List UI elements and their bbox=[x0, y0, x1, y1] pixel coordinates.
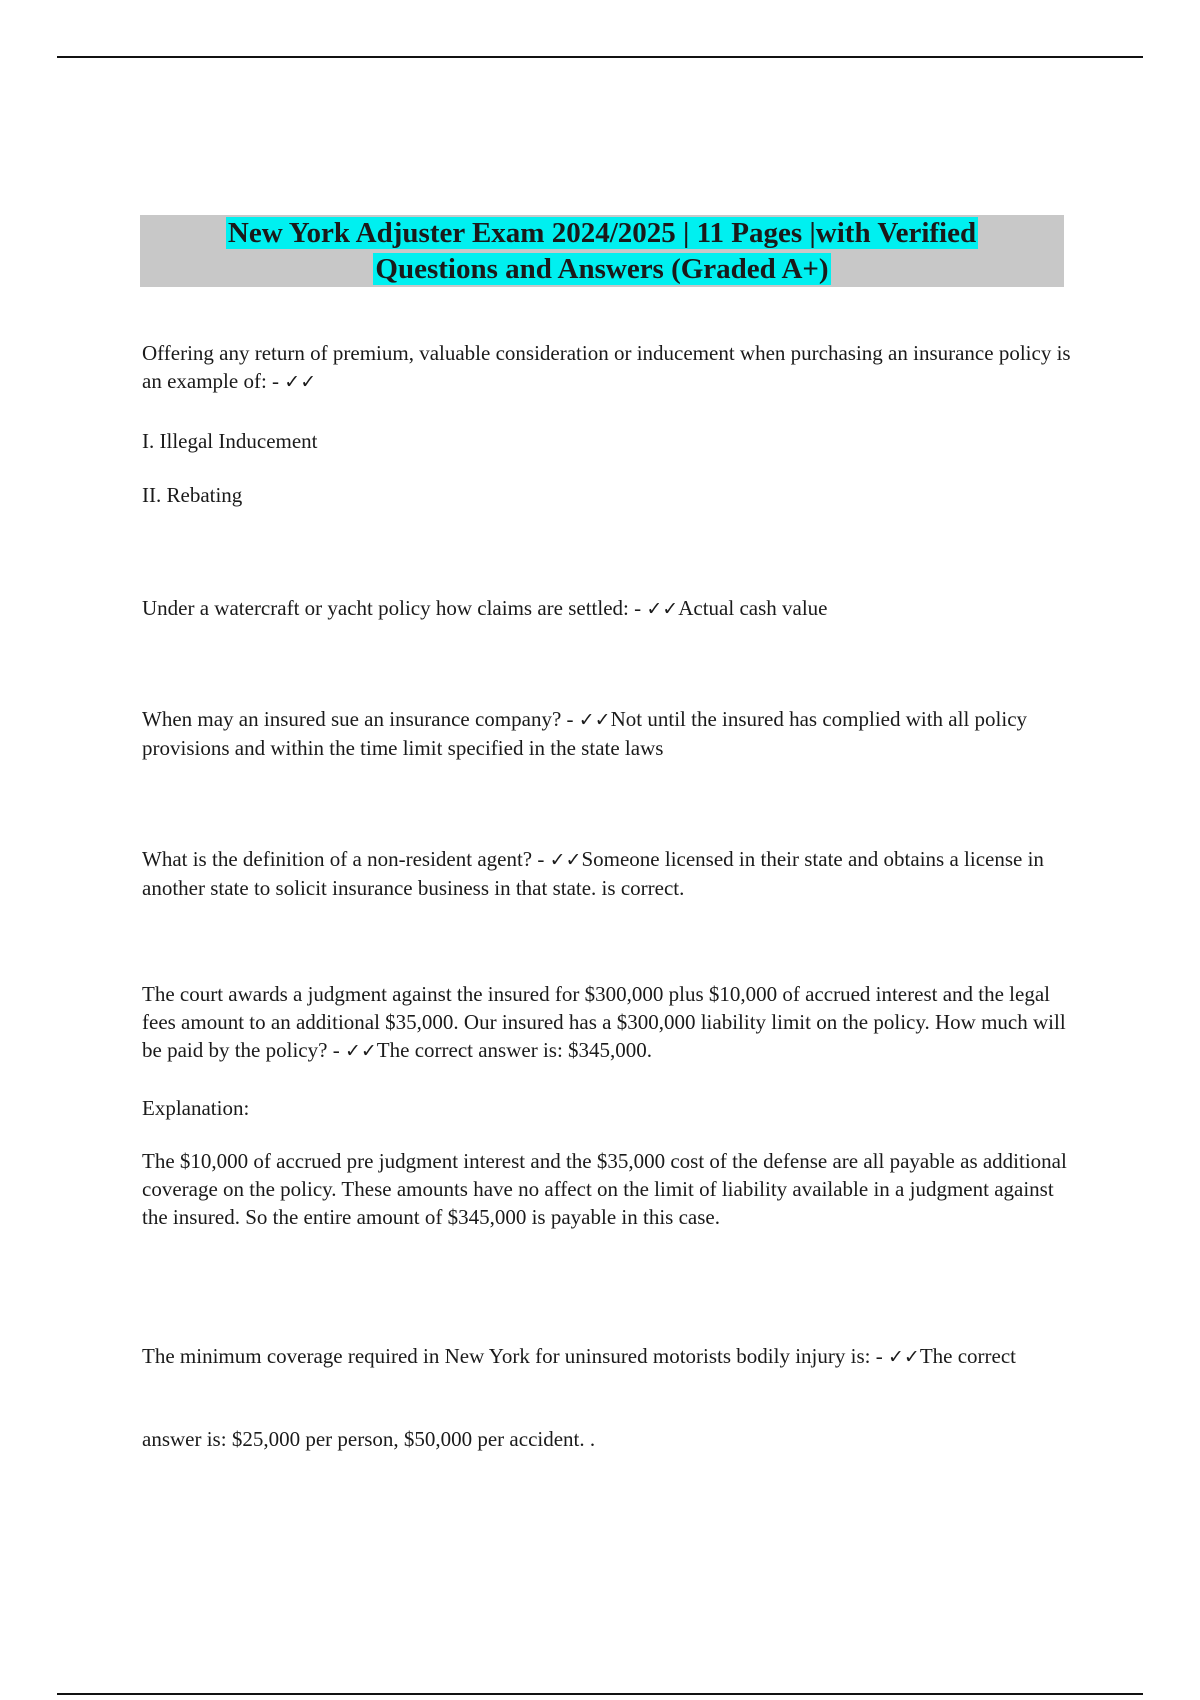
check-icon: ✓✓ bbox=[284, 371, 317, 393]
question-text: When may an insured sue an insurance company? bbox=[142, 707, 562, 731]
explanation-label: Explanation: bbox=[142, 1096, 250, 1120]
question-text: Under a watercraft or yacht policy how claims are settled: bbox=[142, 596, 629, 620]
question-5: The court awards a judgment against the insured for $300,000 plus $10,000 of accrued interest and the legal fees amount to an additional $35,000. Our insured has a $300,000 liability limit on the policy. How much will be paid by the policy? - ✓✓The correct answer is: $345,000. bbox=[142, 982, 1066, 1062]
question-2: Under a watercraft or yacht policy how claims are settled: - ✓✓Actual cash value bbox=[142, 596, 828, 620]
title-line-2: Questions and Answers (Graded A+) bbox=[375, 253, 829, 285]
title-line-1: New York Adjuster Exam 2024/2025 | 11 Pages |with Verified bbox=[227, 217, 977, 249]
check-icon: ✓✓ bbox=[646, 598, 679, 620]
document-title bbox=[140, 215, 1064, 287]
question-1: Offering any return of premium, valuable consideration or inducement when purchasing an insurance policy is an example of: - ✓✓ bbox=[142, 341, 1071, 393]
question-text: What is the definition of a non-resident agent? bbox=[142, 847, 533, 871]
question-text: The minimum coverage required in New York for uninsured motorists bodily injury is: bbox=[142, 1344, 871, 1368]
answer-text: Not until the insured has complied with all policy provisions and within the time limit specified in the state laws bbox=[142, 707, 1028, 760]
answer-option-2: II. Rebating bbox=[142, 483, 243, 507]
question-3: When may an insured sue an insurance company? - ✓✓Not until the insured has complied with all policy provisions and within the time limit specified in the state laws bbox=[142, 707, 1028, 760]
check-icon: ✓✓ bbox=[578, 709, 611, 731]
explanation-text: The $10,000 of accrued pre judgment interest and the $35,000 cost of the defense are all payable as additional coverage on the policy. These amounts have no affect on the limit of liability available in a judgment against the insured. So the entire amount of $345,000 is payable in this case. bbox=[142, 1149, 1067, 1229]
answer-text: Someone licensed in their state and obtains a license in another state to solicit insurance business in that state. is correct. bbox=[142, 847, 1044, 900]
answer-text: The correct answer is: $345,000. bbox=[376, 1038, 653, 1062]
answer-text: Actual cash value bbox=[678, 596, 828, 620]
answer-continued: answer is: $25,000 per person, $50,000 per accident. . bbox=[142, 1427, 596, 1451]
answer-text: The correct bbox=[919, 1344, 1017, 1368]
top-rule bbox=[57, 56, 1143, 58]
check-icon: ✓✓ bbox=[344, 1040, 377, 1062]
question-4: What is the definition of a non-resident agent? - ✓✓Someone licensed in their state and obtains a license in another state to solicit insurance business in that state. is correct. bbox=[142, 847, 1044, 900]
check-icon: ✓✓ bbox=[549, 849, 582, 871]
question-6: The minimum coverage required in New York for uninsured motorists bodily injury is: - ✓✓The correct bbox=[142, 1344, 1017, 1368]
question-text: Offering any return of premium, valuable consideration or inducement when purchasing an insurance policy is an example of: bbox=[142, 341, 1071, 393]
bottom-rule bbox=[57, 1693, 1143, 1695]
answer-option-1: I. Illegal Inducement bbox=[142, 429, 318, 453]
check-icon: ✓✓ bbox=[887, 1346, 920, 1368]
question-text: The court awards a judgment against the insured for $300,000 plus $10,000 of accrued interest and the legal fees amount to an additional $35,000. Our insured has a $300,000 liability limit on the policy. How much will be paid by the policy? bbox=[142, 982, 1066, 1062]
